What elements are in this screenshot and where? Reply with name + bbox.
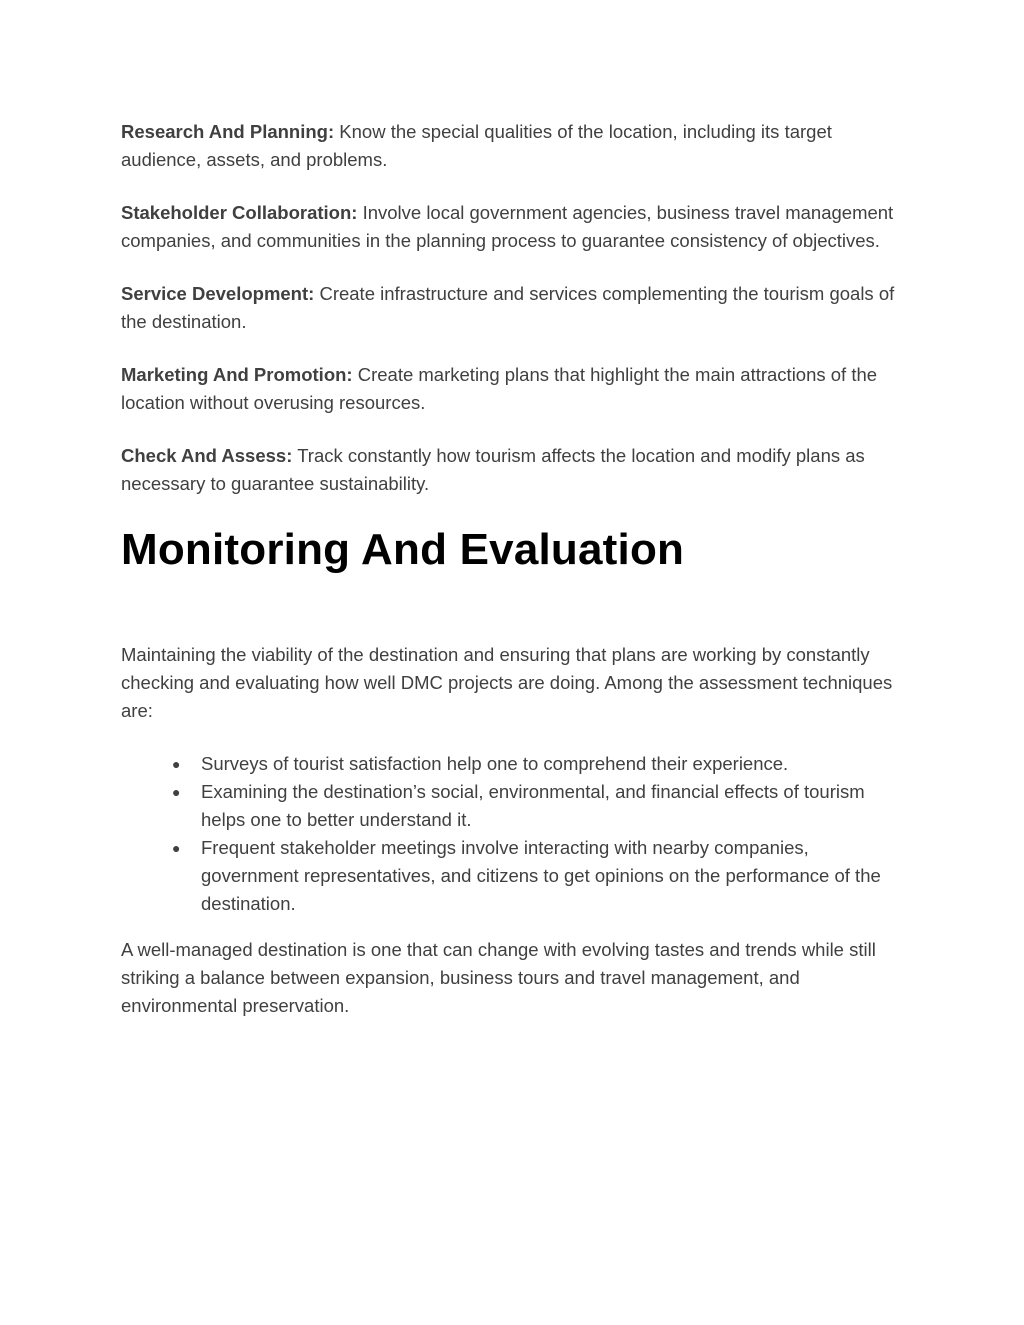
list-item-text: Examining the destination’s social, environmental, and financial effects of tourism helps one to better understand it. xyxy=(201,781,865,830)
closing-paragraph: A well-managed destination is one that can change with evolving tastes and trends while still striking a balance between expansion, business tours and travel management, and environmental preservation. xyxy=(121,939,876,1016)
list-item xyxy=(121,750,907,778)
list-item-text: Frequent stakeholder meetings involve interacting with nearby companies, government representatives, and citizens to get opinions on the performance of the destination. xyxy=(201,837,881,914)
intro-paragraph: Maintaining the viability of the destination and ensuring that plans are working by constantly checking and evaluating how well DMC projects are doing. Among the assessment techniques are: xyxy=(121,644,893,721)
section-text: Create marketing plans that highlight the main attractions of the location without overusing resources. xyxy=(121,364,878,413)
assessment-techniques-list xyxy=(121,750,907,918)
section-text: Track constantly how tourism affects the location and modify plans as necessary to guarantee sustainability. xyxy=(121,445,865,494)
section-text: Involve local government agencies, business travel management companies, and communities in the planning process to guarantee consistency of objectives. xyxy=(121,202,894,251)
section-stakeholder-collaboration xyxy=(121,199,907,255)
section-check-assess xyxy=(121,442,907,498)
document-page xyxy=(121,118,907,1045)
list-item xyxy=(121,834,907,918)
list-item-text: Surveys of tourist satisfaction help one to comprehend their experience. xyxy=(201,753,789,774)
section-text: Create infrastructure and services complementing the tourism goals of the destination. xyxy=(121,283,895,332)
section-term: Check And Assess: xyxy=(121,445,293,466)
bullet-icon: ● xyxy=(172,784,181,800)
section-term: Stakeholder Collaboration: xyxy=(121,202,358,223)
section-term: Research And Planning: xyxy=(121,121,335,142)
section-research-planning xyxy=(121,118,907,174)
bullet-icon: ● xyxy=(172,840,181,856)
section-term: Marketing And Promotion: xyxy=(121,364,353,385)
bullet-icon: ● xyxy=(172,756,181,772)
section-marketing-promotion xyxy=(121,361,907,417)
section-heading: Monitoring And Evaluation xyxy=(121,525,685,574)
list-item xyxy=(121,778,907,834)
section-service-development xyxy=(121,280,907,336)
section-term: Service Development: xyxy=(121,283,315,304)
section-text: Know the special qualities of the location, including its target audience, assets, and problems. xyxy=(121,121,832,170)
